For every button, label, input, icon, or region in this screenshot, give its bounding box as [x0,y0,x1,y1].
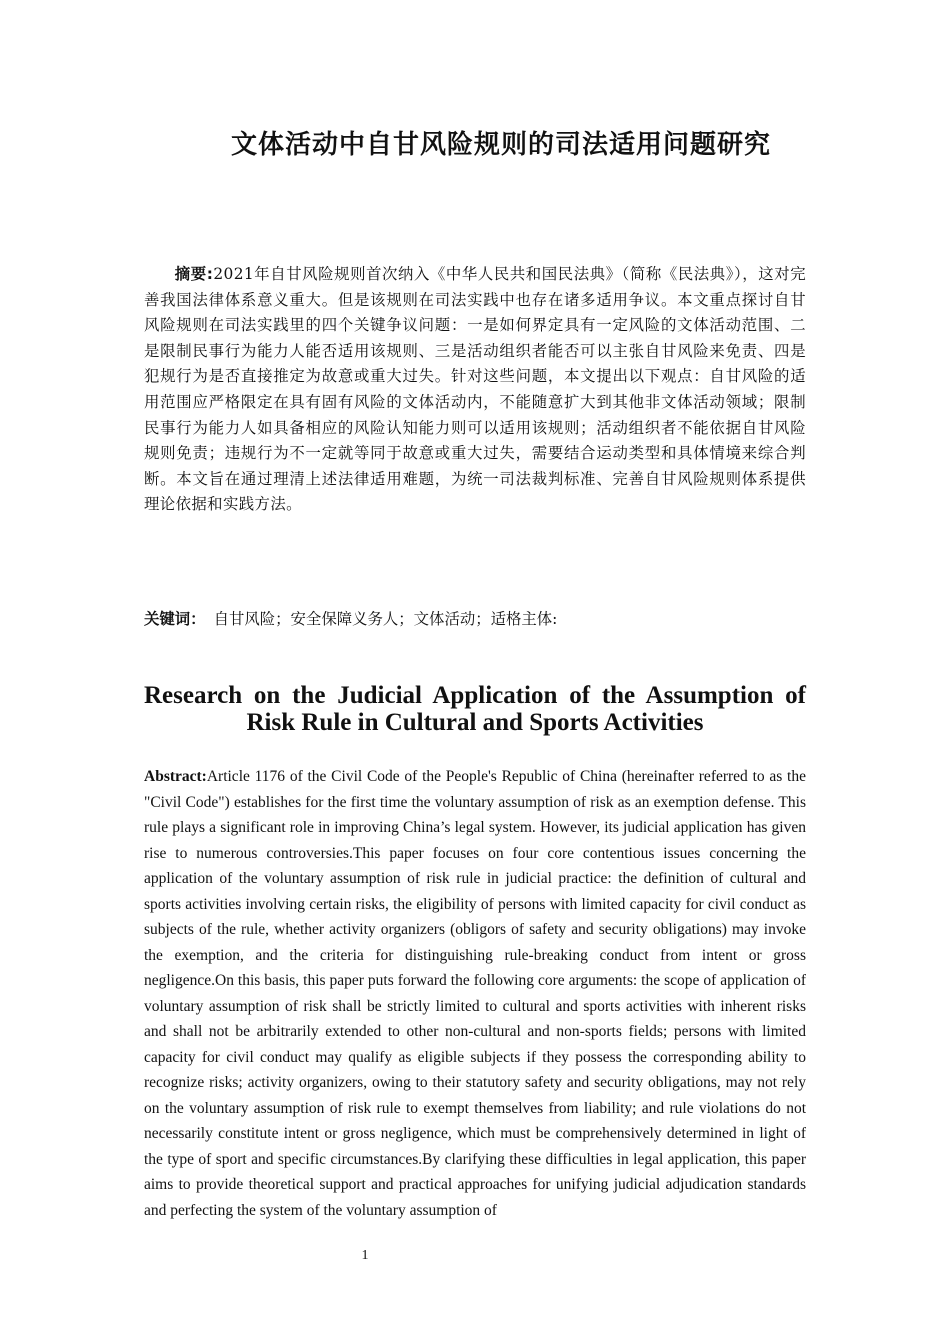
chinese-title: 文体活动中自甘风险规则的司法适用问题研究 [230,130,771,160]
english-title-line-2: Risk Rule in Cultural and Sports Activities [246,709,704,736]
chinese-abstract-label: 摘要: [174,265,214,283]
english-abstract [144,764,806,1222]
english-abstract-text: Article 1176 of the Civil Code of the People's Republic of China (hereinafter referred to as the "Civil Code") establishes for the first time the voluntary assumption of risk as an exemption defense. This rule plays a significant role in improving China’s legal system. However, its judicial application has given rise to numerous controversies.This paper focuses on four core contentious issues concerning the application of the voluntary assumption of risk rule in judicial practice: the definition of cultural and sports activities involving certain risks, the eligibility of persons with limited capacity for civil conduct as subjects of the rule, whether activity organizers (obligors of safety and security obligations) may invoke the exemption, and the criteria for distinguishing rule-breaking conduct from intent or gross negligence.On this basis, this paper puts forward the following core arguments: the scope of application of voluntary assumption of risk shall be strictly limited to cultural and sports activities with inherent risks and shall not be arbitrarily extended to other non-cultural and non-sports fields; persons with limited capacity for civil conduct may qualify as eligible subjects if they possess the corresponding ability to recognize risks; activity organizers, owing to their statutory safety and security obligations, may not rely on the voluntary assumption of risk rule to exempt themselves from liability; and rule violations do not necessarily constitute intent or gross negligence, which must be comprehensively determined in light of the type of sport and specific circumstances.By clarifying these difficulties in legal application, this paper aims to provide theoretical support and practical approaches for unifying judicial adjudication standards and perfecting the system of the voluntary assumption of [144,768,806,1219]
chinese-abstract-text: 2021年自甘风险规则首次纳入《中华人民共和国民法典》（简称《民法典》），这对完善我国法律体系意义重大。但是该规则在司法实践中也存在诸多适用争议。本文重点探讨自甘风险规则在司法实践里的四个关键争议问题：一是如何界定具有一定风险的文体活动范围、二是限制民事行为能力人能否适用该规则、三是活动组织者能否可以主张自甘风险来免责、四是犯规行为是否直接推定为故意或重大过失。针对这些问题，本文提出以下观点：自甘风险的适用范围应严格限定在具有固有风险的文体活动内，不能随意扩大到其他非文体活动领域；限制民事行为能力人如具备相应的风险认知能力则可以适用该规则；活动组织者不能依据自甘风险规则免责；违规行为不一定就等同于故意或重大过失，需要结合运动类型和具体情境来综合判断。本文旨在通过理清上述法律适用难题，为统一司法裁判标准、完善自甘风险规则体系提供理论依据和实践方法。 [144,265,807,514]
chinese-keywords-text: 自甘风险；安全保障义务人；文体活动；适格主体: [213,610,558,628]
english-title [144,682,806,736]
english-title-line-1: Research on the Judicial Application of the Assumption of [144,682,806,709]
chinese-keywords [144,607,806,632]
page-number: 1 [361,1248,369,1263]
chinese-keywords-label: 关键词： [144,610,206,628]
chinese-abstract [144,262,806,518]
english-abstract-label: Abstract: [144,768,207,785]
